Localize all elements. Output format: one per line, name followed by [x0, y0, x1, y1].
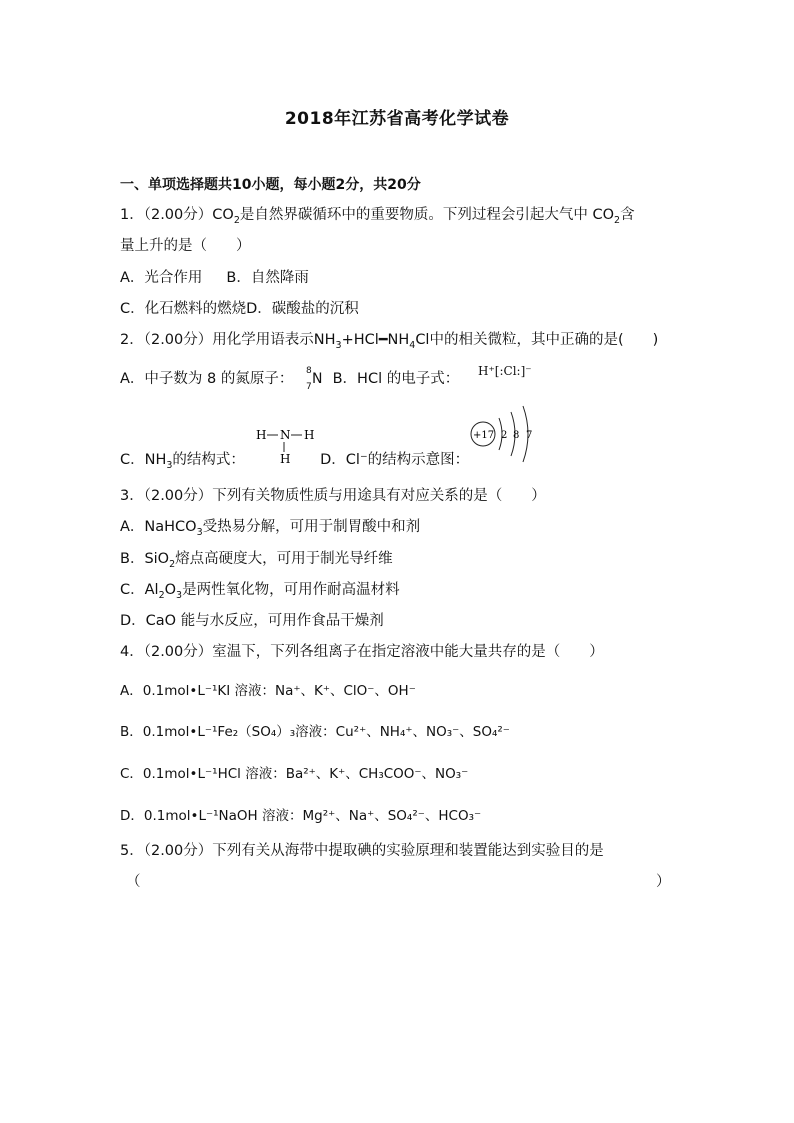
q3-option-c-part: C．Al [120, 582, 159, 598]
atomic-number: 7 [305, 382, 312, 392]
hcl-electron-formula: H⁺[:Cl:]⁻ [478, 364, 532, 378]
question-1-options-cd [120, 299, 359, 319]
question-1-options-ab [120, 268, 309, 288]
q1-option-b: B．自然降雨 [226, 270, 309, 286]
q3-option-b: B．SiO$_2$熔点高硬度大，可用于制光导纤维 [120, 551, 393, 570]
q4-option-b: B．0.1mol•L⁻¹Fe₂（SO₄）₃溶液：Cu²⁺、NH₄⁺、NO₃⁻、SO₄²⁻ [120, 724, 510, 740]
question-2-options-ab [120, 366, 460, 392]
q3-option-b-part: B．SiO [120, 551, 170, 567]
q1-stem-part: 含 [620, 207, 635, 223]
q3-option-a-part: 受热易分解，可用于制胃酸中和剂 [202, 519, 421, 535]
element-symbol: N [311, 371, 323, 387]
shell-2-electrons: 8 [513, 430, 520, 441]
q4-option-c: C．0.1mol•L⁻¹HCl 溶液：Ba²⁺、K⁺、CH₃COO⁻、NO₃⁻ [120, 766, 469, 782]
q2-option-d: D．Cl⁻的结构示意图： [320, 452, 470, 468]
q2-stem-part: NH [387, 332, 410, 348]
q1-option-a: A．光合作用 [120, 270, 203, 286]
mass-number: 8 [305, 366, 312, 376]
q3-option-c: C．$Al_2O_3$是两性氧化物，可用作耐高温材料 [120, 582, 400, 601]
struct-h-right: H [304, 428, 315, 442]
q1-stem-part: 1．（2.00分）CO [120, 207, 234, 223]
struct-n: N [280, 428, 291, 442]
q3-option-a: A．NaHCO$_3$受热易分解，可用于制胃酸中和剂 [120, 519, 421, 538]
shell-3-electrons: 7 [526, 430, 533, 441]
q3-option-b-part: 熔点高硬度大，可用于制光导纤维 [175, 551, 393, 567]
question-2-options-cd: C．$NH_3$的结构式： D．Cl⁻的结构示意图： [120, 452, 470, 471]
question-5-stem: 5．（2.00分）下列有关从海带中提取碘的实验原理和装置能达到实验目的是 [120, 843, 604, 859]
q3-option-c-part: 是两性氧化物，可用作耐高温材料 [182, 582, 400, 598]
q1-option-c: C．化石燃料的燃烧 [120, 301, 247, 317]
q2-option-c: C．NH [120, 452, 167, 468]
q1-option-d: D．碳酸盐的沉积 [246, 301, 359, 317]
answer-paren-open: （ [126, 874, 141, 890]
q4-option-d: D．0.1mol•L⁻¹NaOH 溶液：Mg²⁺、Na⁺、SO₄²⁻、HCO₃⁻ [120, 808, 482, 824]
section-heading: 一、单项选择题共10小题，每小题2分，共20分 [120, 177, 421, 193]
q2-stem-part: Cl中的相关微粒，其中正确的是( ) [415, 332, 659, 348]
equals-sign: ━ [378, 332, 388, 348]
q2-stem-part: 2．（2.00分）用化学用语表示NH [120, 332, 336, 348]
q4-option-a: A．0.1mol•L⁻¹KI 溶液：Na⁺、K⁺、ClO⁻、OH⁻ [120, 683, 416, 699]
shell-1-electrons: 2 [501, 430, 508, 441]
q2-option-c-tail: 的结构式： [172, 452, 245, 468]
q2-option-b: B．HCl 的电子式： [332, 371, 460, 387]
question-4-stem: 4．（2.00分）室温下，下列各组离子在指定溶液中能大量共存的是（ ） [120, 644, 604, 660]
q3-option-d: D．CaO 能与水反应，可用作食品干燥剂 [120, 613, 384, 629]
q3-option-c-part: O [164, 582, 177, 598]
answer-paren-close: ） [656, 874, 671, 890]
chloride-ion-structure-diagram [465, 404, 540, 468]
nitrogen-nuclide [298, 366, 328, 392]
q2-option-a: A．中子数为 8 的氮原子： [120, 371, 294, 387]
q3-option-a-part: A．NaHCO [120, 519, 197, 535]
q1-stem-part: 是自然界碳循环中的重要物质。下列过程会引起大气中 CO [239, 207, 615, 223]
q2-stem-part: +HCl [341, 332, 379, 348]
question-3-stem: 3．（2.00分）下列有关物质性质与用途具有对应关系的是（ ） [120, 488, 546, 504]
question-1-stem-line2: 量上升的是（ ） [120, 238, 251, 254]
question-1-stem: 1．（2.00分）$CO_2$是自然界碳循环中的重要物质。下列过程会引起大气中 $CO_2$含 [120, 207, 635, 226]
struct-h-left: H [256, 428, 267, 442]
struct-h-bottom: H [280, 452, 291, 465]
nucleus-charge: +17 [473, 430, 495, 441]
question-2-stem: 2．（2.00分）用化学用语表示$NH_3+HCl━NH_4Cl$中的相关微粒，其中正确的是( ) [120, 332, 659, 351]
page-title: 2018年江苏省高考化学试卷 [284, 109, 510, 129]
